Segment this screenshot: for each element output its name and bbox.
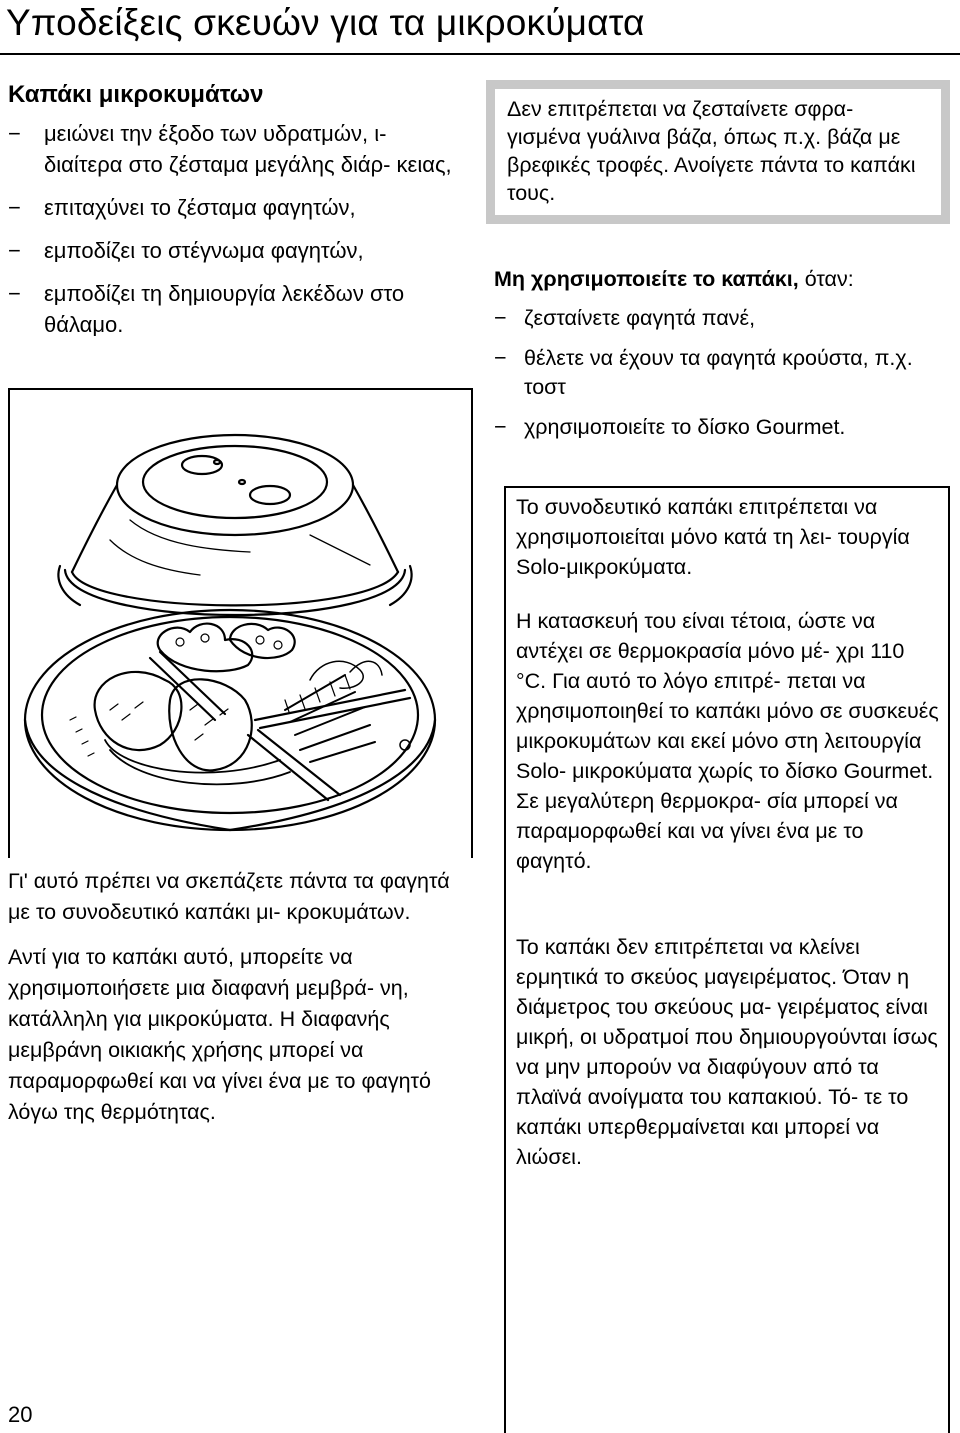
list-item: − εμποδίζει τη δημιουργία λεκέδων στο θάλαμο. <box>8 278 468 340</box>
list-item: − χρησιμοποιείτε το δίσκο Gourmet. <box>494 413 950 442</box>
section-heading: Καπάκι μικροκυμάτων <box>8 81 264 108</box>
do-not-use-list <box>494 304 950 442</box>
list-item: − μειώνει την έξοδο των υδρατμών, ι- διαίτερα στο ζέσταμα μεγάλης διάρ- κειας, <box>8 118 468 180</box>
list-item: − ζεσταίνετε φαγητά πανέ, <box>494 304 950 333</box>
solo-note: Το συνοδευτικό καπάκι επιτρέπεται να χρησιμοποιείται μόνο κατά τη λει- τουργία Solo-μικροκύματα. <box>516 495 910 579</box>
membrane-paragraph: Αντί για το καπάκι αυτό, μπορείτε να χρησιμοποιήσετε μια διαφανή μεμβρά- νη, κατάλληλη για μικροκύματα. Η διαφανής μεμβράνη οικιακής χρήσης μπορεί να παραμορφωθεί και να γίνει ένα με το φαγητό λόγω της θερμότητας. <box>8 945 431 1124</box>
page-title: Υποδείξεις σκευών για τα μικροκύματα <box>6 2 645 43</box>
list-item: − θέλετε να έχουν τα φαγητά κρούστα, π.χ. τοστ <box>494 344 950 402</box>
title-rule <box>0 53 960 55</box>
page-number: 20 <box>8 1402 33 1427</box>
do-not-use-lead <box>494 264 950 294</box>
do-not-use-bold: Μη χρησιμοποιείτε το καπάκι, <box>494 267 799 291</box>
list-item: − εμποδίζει το στέγνωμα φαγητών, <box>8 235 468 266</box>
microwave-lid-icon <box>10 390 471 860</box>
lower-text <box>8 866 473 1142</box>
lid-plate-illustration <box>8 388 473 858</box>
lid-benefits-list <box>8 118 468 340</box>
lid-section <box>8 80 468 352</box>
seal-note: Το καπάκι δεν επιτρέπεται να κλείνει ερμητικά το σκεύος μαγειρέματος. Όταν η διάμετρος του σκεύους μα- γειρέματος είναι μικρή, οι υδρατμοί που δημιουργούνται ίσως να μην μπορούν να διαφύγουν από τα πλαϊνά ανοίγματα του καπακιού. Τό- τε το καπάκι υπερθερμαίνεται και μπορεί να λιώσει. <box>516 935 938 1169</box>
list-item: − επιταχύνει το ζέσταμα φαγητών, <box>8 192 468 223</box>
temperature-note: Η κατασκευή του είναι τέτοια, ώστε να αντέχει σε θερμοκρασία μόνο μέ- χρι 110 °C. Για αυτό το λόγο επιτρέ- πεται να χρησιμοποιηθεί το καπάκι μόνο σε συσκευές μικροκυμάτων και εκεί μόνο στη λειτουργία Solo- μικροκύματα χωρίς το δίσκο Gourmet. Σε μεγαλύτερη θερμοκρα- σία μπορεί να παραμορφωθεί και να γίνει ένα με το φαγητό. <box>516 609 939 873</box>
cover-food-paragraph: Γι' αυτό πρέπει να σκεπάζετε πάντα τα φαγητά με το συνοδευτικό καπάκι μι- κροκυμάτων. <box>8 869 450 924</box>
do-not-use-section <box>494 264 950 453</box>
warning-box <box>486 80 950 224</box>
do-not-use-rest: όταν: <box>798 267 854 291</box>
warning-text: Δεν επιτρέπεται να ζεσταίνετε σφρα- γισμένα γυάλινα βάζα, όπως π.χ. βάζα με βρεφικές τροφές. Ανοίγετε πάντα το καπάκι τους. <box>507 97 916 205</box>
